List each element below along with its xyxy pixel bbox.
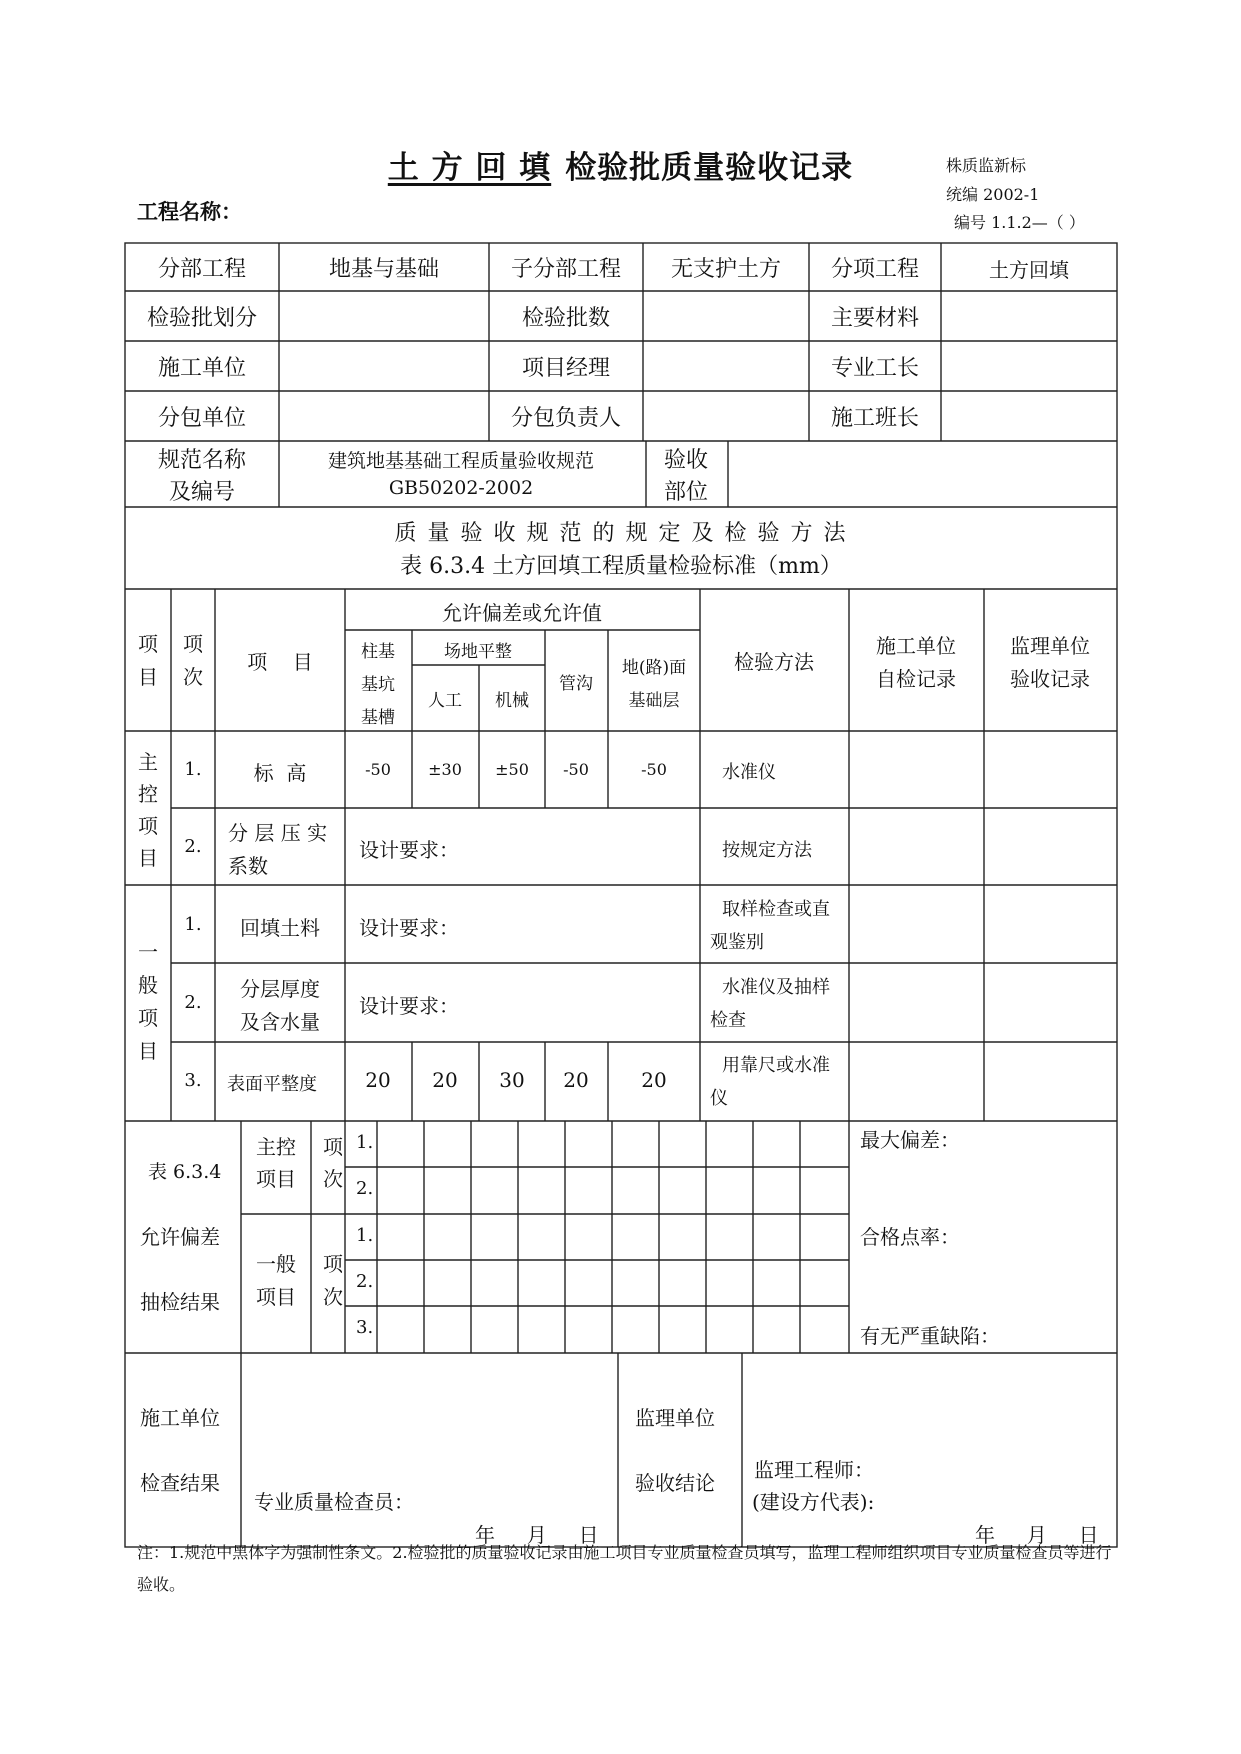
general-group-char-2: 般: [138, 973, 158, 997]
sampling-general-row-3: 3.: [356, 1317, 374, 1338]
main-row1-seq: 1.: [184, 759, 202, 780]
supervising-engineer-label: 监理工程师：: [754, 1458, 874, 1482]
main-row1-value-machine: ±50: [495, 760, 529, 779]
main-row1-value-road: -50: [641, 760, 667, 779]
col-self-check-1: 施工单位: [876, 634, 956, 658]
subcontractor-label: 分包单位: [157, 406, 247, 431]
contractor-result-label-2: 检查结果: [140, 1471, 220, 1495]
col-category-1: 项: [138, 632, 158, 656]
general-row3-value-pit: 20: [365, 1068, 391, 1092]
title-main: 检验批质量验收记录: [565, 150, 854, 186]
col-machine: 机械: [495, 691, 529, 711]
col-seq-1: 项: [183, 632, 203, 656]
sampling-general-seq-2: 次: [323, 1285, 343, 1309]
pass-rate-label: 合格点率：: [860, 1225, 960, 1249]
col-pit-2: 基坑: [361, 675, 395, 695]
col-pit-1: 柱基: [361, 642, 395, 662]
contractor-date: 年 月 日: [475, 1523, 599, 1547]
main-group-char-1: 主: [138, 750, 158, 774]
col-road-2: 基础层: [628, 691, 680, 711]
supervisor-conclusion-label-1: 监理单位: [635, 1406, 715, 1430]
form-number: 编号 1.1.2—（ ）: [954, 213, 1085, 232]
spec-label-line1: 规范名称: [157, 448, 247, 473]
col-self-check-2: 自检记录: [876, 667, 956, 691]
main-row1-name: 标 高: [253, 761, 307, 785]
item-work-label: 分项工程: [830, 257, 920, 282]
standard-table-ref: 表 6.3.4 土方回填工程质量检验标准（mm）: [400, 554, 842, 579]
col-manual: 人工: [428, 691, 462, 711]
spec-label-line2: 及编号: [168, 480, 236, 505]
supervisor-conclusion-label-2: 验收结论: [635, 1471, 715, 1495]
main-row1-value-manual: ±30: [428, 760, 462, 779]
col-pit-3: 基槽: [361, 708, 395, 728]
sampling-label-2: 允许偏差: [140, 1225, 220, 1249]
main-group-char-2: 控: [138, 782, 158, 806]
sampling-general-seq-1: 项: [323, 1252, 343, 1276]
general-row1-method-1: 取样检查或直: [722, 899, 830, 920]
col-item: 项 目: [247, 650, 313, 674]
sampling-main-2: 项目: [256, 1167, 296, 1191]
sampling-general-1: 一般: [256, 1252, 296, 1276]
sampling-main-seq-1: 项: [323, 1135, 343, 1159]
foreman-label: 专业工长: [830, 356, 920, 381]
general-row3-method-1: 用靠尺或水准: [722, 1055, 830, 1076]
sub-division-label: 分部工程: [157, 257, 247, 282]
accept-part-label-line1: 验收: [663, 448, 709, 473]
sampling-general-row-1: 1.: [356, 1225, 374, 1246]
project-manager-label: 项目经理: [521, 356, 611, 381]
general-row1-name: 回填土料: [240, 916, 320, 940]
contractor-label: 施工单位: [157, 356, 247, 381]
max-deviation-label: 最大偏差：: [860, 1128, 960, 1152]
general-row1-requirement: 设计要求：: [359, 916, 459, 940]
footnote: 注：1.规范中黑体字为强制性条文。2.检验批的质量验收记录由施工项目专业质量检查员填写，监理工程师组织项目专业质量检查员等进行验收。: [137, 1543, 1112, 1594]
sampling-main-seq-2: 次: [323, 1167, 343, 1191]
sub-sub-division-label: 子分部工程: [510, 257, 622, 282]
col-road-1: 地(路)面: [621, 658, 687, 678]
general-row1-method-2: 观鉴别: [710, 932, 764, 953]
owner-representative-label: (建设方代表):: [752, 1490, 875, 1514]
sub-leader-label: 分包负责人: [510, 406, 622, 431]
sampling-label-3: 抽检结果: [140, 1290, 220, 1314]
accept-part-label-line2: 部位: [663, 480, 709, 505]
sampling-main-row-2: 2.: [356, 1178, 374, 1199]
standard-heading: 质 量 验 收 规 范 的 规 定 及 检 验 方 法: [394, 521, 848, 546]
general-row2-seq: 2.: [184, 992, 202, 1013]
form-issuer: 株质监新标: [946, 156, 1027, 175]
main-group-char-4: 目: [138, 846, 158, 870]
general-group-char-1: 一: [138, 940, 158, 964]
general-row3-value-trench: 20: [563, 1068, 589, 1092]
general-row1-seq: 1.: [184, 914, 202, 935]
sampling-main-1: 主控: [256, 1135, 296, 1159]
col-tolerance: 允许偏差或允许值: [442, 601, 602, 625]
col-category-2: 目: [138, 665, 158, 689]
supervisor-date: 年 月 日: [975, 1523, 1099, 1547]
col-supervisor-2: 验收记录: [1010, 667, 1090, 691]
sampling-general-2: 项目: [256, 1285, 296, 1309]
project-name-label: 工程名称：: [137, 199, 242, 224]
main-row2-requirement: 设计要求：: [359, 838, 459, 862]
col-seq-2: 次: [183, 665, 203, 689]
general-group-char-3: 项: [138, 1006, 158, 1030]
team-leader-label: 施工班长: [830, 406, 920, 431]
general-row3-value-road: 20: [641, 1068, 667, 1092]
general-row2-name-2: 及含水量: [240, 1010, 320, 1034]
general-row3-value-machine: 30: [499, 1068, 525, 1092]
general-row2-method-2: 检查: [710, 1010, 746, 1031]
col-supervisor-1: 监理单位: [1010, 634, 1090, 658]
general-row3-seq: 3.: [184, 1070, 202, 1091]
item-work-value: 土方回填: [989, 258, 1069, 282]
general-group-char-4: 目: [138, 1039, 158, 1063]
general-row3-method-2: 仪: [710, 1088, 728, 1109]
quality-inspector-label: 专业质量检查员：: [254, 1490, 414, 1514]
main-row2-method: 按规定方法: [722, 840, 812, 861]
col-method: 检验方法: [734, 650, 814, 674]
col-trench: 管沟: [559, 674, 593, 694]
main-row2-name-1: 分 层 压 实: [228, 821, 328, 845]
general-row2-requirement: 设计要求：: [359, 994, 459, 1018]
title-subject: 土 方 回 填: [387, 150, 552, 186]
sampling-general-row-2: 2.: [356, 1271, 374, 1292]
main-group-char-3: 项: [138, 814, 158, 838]
form-series: 统编 2002-1: [946, 185, 1040, 204]
sub-division-value: 地基与基础: [328, 257, 440, 282]
sampling-main-row-1: 1.: [356, 1132, 374, 1153]
general-row2-name-1: 分层厚度: [240, 977, 320, 1001]
serious-defects-label: 有无严重缺陷：: [860, 1324, 1000, 1348]
general-row3-name: 表面平整度: [227, 1074, 317, 1095]
general-row2-method-1: 水准仪及抽样: [722, 977, 830, 998]
main-row1-value-pit: -50: [365, 760, 391, 779]
material-label: 主要材料: [830, 306, 920, 331]
sampling-label-1: 表 6.3.4: [148, 1161, 222, 1183]
spec-code: GB50202-2002: [388, 477, 534, 499]
spec-name: 建筑地基基础工程质量验收规范: [327, 450, 595, 472]
general-row3-value-manual: 20: [432, 1068, 458, 1092]
col-site-level: 场地平整: [444, 642, 512, 662]
batch-count-label: 检验批数: [521, 306, 611, 331]
main-row2-name-2: 系数: [228, 854, 268, 878]
batch-division-label: 检验批划分: [146, 306, 258, 331]
contractor-result-label-1: 施工单位: [140, 1406, 220, 1430]
main-row2-seq: 2.: [184, 836, 202, 857]
sub-sub-division-value: 无支护土方: [670, 257, 782, 282]
main-row1-value-trench: -50: [563, 760, 589, 779]
main-row1-method: 水准仪: [722, 762, 776, 783]
